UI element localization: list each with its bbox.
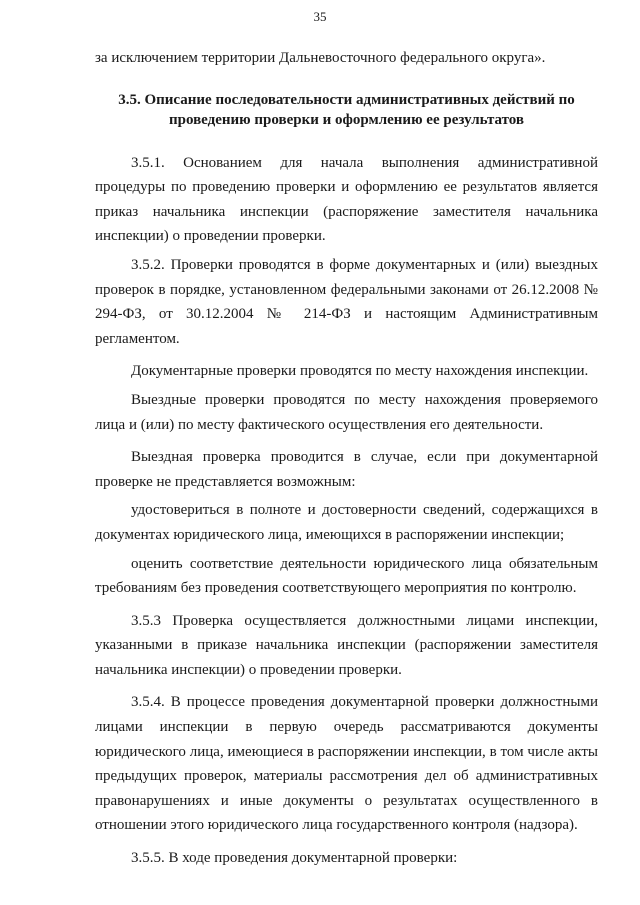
- document-body: [95, 46, 598, 871]
- paragraph-onsite-checks: Выездные проверки проводятся по месту нахождения проверяемого лица и (или) по месту фактического осуществления его деятельности.: [95, 391, 598, 433]
- paragraph-assess-compliance: оценить соответствие деятельности юридического лица обязательным требованиям без проведения соответствующего мероприятия по контролю.: [95, 555, 598, 597]
- section-number: 3.5.: [118, 91, 141, 108]
- section-heading: [95, 90, 598, 130]
- paragraph-onsite-condition: Выездная проверка проводится в случае, если при документарной проверке не представляется возможным:: [95, 449, 598, 490]
- paragraph-3-5-4: 3.5.4. В процессе проведения документарной проверки должностными лицами инспекции в первую очередь рассматриваются документы юридического лица, имеющиеся в распоряжении инспекции, в том числе акты предыдущих проверок, материалы рассмотрения дел об административных правонарушениях и иные документы о результатах осуществленного в отношении этого юридического лица государственного контроля (надзора).: [95, 694, 598, 834]
- paragraph-3-5-3: 3.5.3 Проверка осуществляется должностными лицами инспекции, указанными в приказе начальника инспекции (распоряжении заместителя начальника инспекции) о проведении проверки.: [95, 612, 598, 678]
- paragraph-3-5-1: 3.5.1. Основанием для начала выполнения административной процедуры по проведению проверки и оформлению ее результатов является приказ начальника инспекции (распоряжение заместителя начальника инспекции) о проведении проверки.: [95, 154, 598, 245]
- intro-line: за исключением территории Дальневосточного федерального округа».: [95, 50, 546, 66]
- paragraph-3-5-5: 3.5.5. В ходе проведения документарной проверки:: [131, 850, 458, 867]
- page-number: 35: [313, 9, 327, 24]
- paragraph-documentary-checks: Документарные проверки проводятся по месту нахождения инспекции.: [131, 363, 589, 380]
- paragraph-3-5-2: 3.5.2. Проверки проводятся в форме документарных и (или) выездных проверок в порядке, установленном федеральными законами от 26.12.2008 № 294-ФЗ, от 30.12.2004 № 214-ФЗ и настоящим Административным регламентом.: [95, 256, 598, 347]
- section-title: Описание последовательности административных действий по проведению проверки и оформлению ее результатов: [144, 91, 575, 128]
- paragraph-verify-completeness: удостовериться в полноте и достоверности сведений, содержащихся в документах юридического лица, имеющихся в распоряжении инспекции;: [95, 502, 598, 543]
